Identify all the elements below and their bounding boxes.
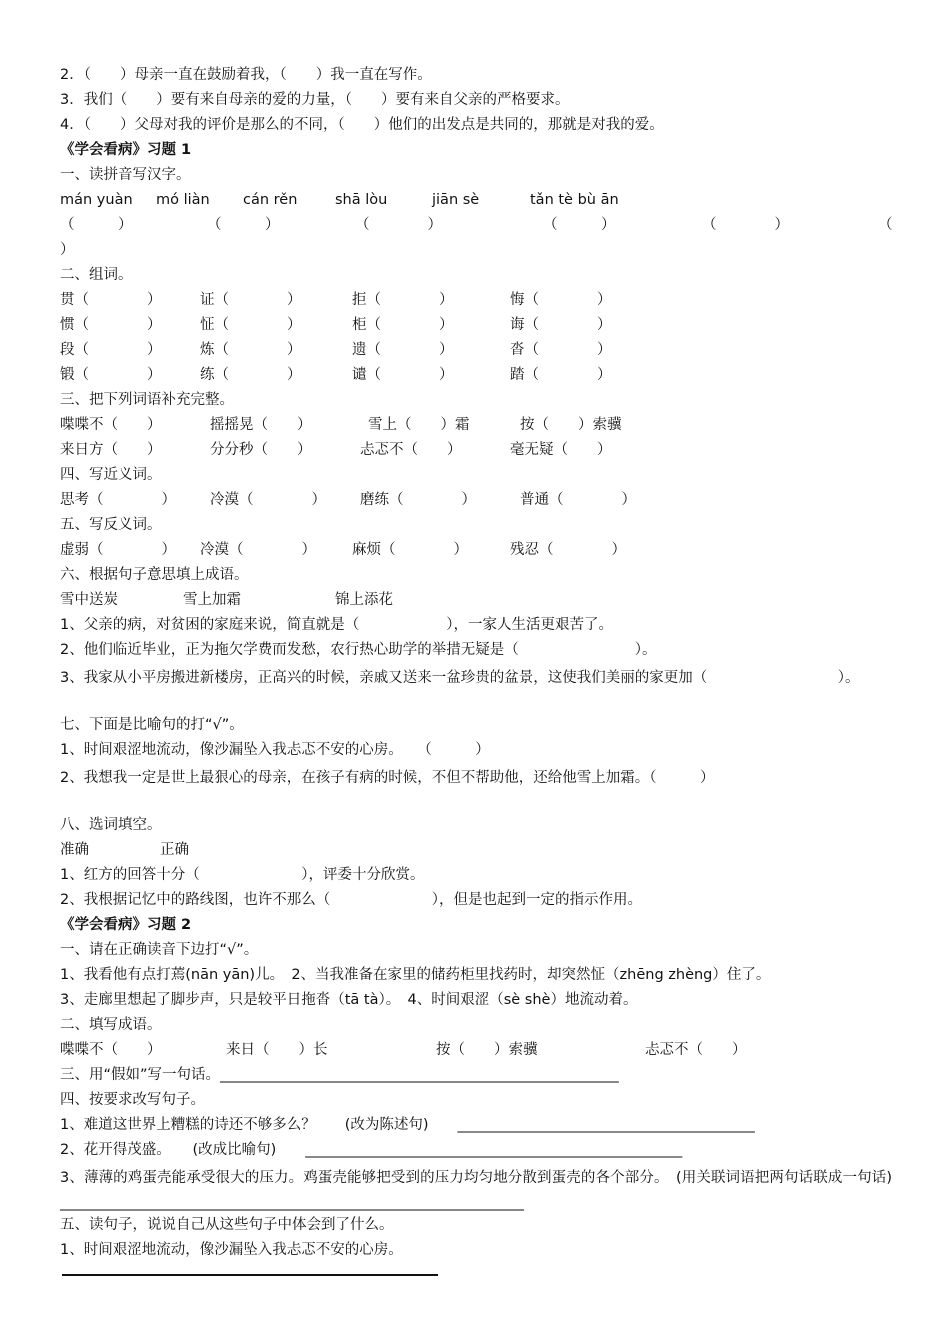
synonym-item: 思考（ ） (60, 492, 176, 508)
idiom-fill-item: 按（ ）索骥 (436, 1042, 538, 1058)
idiom-option: 雪中送炭 (60, 592, 118, 608)
idiom-item: 毫无疑（ ） (510, 442, 612, 458)
answer-bracket-6: （ (878, 217, 893, 233)
antonym-item: 麻烦（ ） (352, 542, 468, 558)
s6-question-1: 1、父亲的病，对贫困的家庭来说，简直就是（ ），一家人生活更艰苦了。 (60, 617, 613, 633)
word-group-item: 段（ ） (60, 342, 162, 358)
ex2-s5-heading: 五、读句子，说说自己从这些句子中体会到了什么。 (60, 1217, 394, 1233)
ex2-s1-heading: 一、请在正确读音下边打“√”。 (60, 942, 259, 958)
synonym-item: 磨练（ ） (360, 492, 476, 508)
pinyin-4: shā lòu (335, 192, 388, 208)
answer-bracket-2: （ ） (207, 217, 280, 233)
intro-line-2: 2．（ ）母亲一直在鼓励着我，（ ）我一直在写作。 (60, 67, 432, 83)
pinyin-1: mán yuàn (60, 192, 133, 208)
idiom-fill-item: 来日（ ）长 (226, 1042, 328, 1058)
s1-heading: 一、读拼音写汉字。 (60, 167, 191, 183)
pinyin-2: mó liàn (156, 192, 210, 208)
ex2-s4-question-2: 2、花开得茂盛。 (改成比喻句) ____________________________________________________ (60, 1142, 683, 1158)
s6-question-2: 2、他们临近毕业，正为拖欠学费而发愁，农行热心助学的举措无疑是（ ）。 (60, 642, 657, 658)
s7-heading: 七、下面是比喻句的打“√”。 (60, 717, 244, 733)
pinyin-6: tǎn tè bù ān (530, 192, 619, 208)
answer-bracket-6-close: ） (60, 242, 75, 258)
word-group-item: 沓（ ） (510, 342, 612, 358)
antonym-item: 残忍（ ） (510, 542, 626, 558)
ex2-s5-question-1: 1、时间艰涩地流动，像沙漏坠入我忐忑不安的心房。 (60, 1242, 403, 1258)
word-group-item: 谴（ ） (352, 367, 454, 383)
idiom-item: 分分秒（ ） (210, 442, 312, 458)
ex2-s3-line: 三、用“假如”写一句话。_______________________________________________________ (60, 1067, 619, 1083)
idiom-fill-item: 喋喋不（ ） (60, 1042, 162, 1058)
s8-question-2: 2、我根据记忆中的路线图，也许不那么（ ），但是也起到一定的指示作用。 (60, 892, 642, 908)
word-group-item: 柜（ ） (352, 317, 454, 333)
intro-line-4: 4．（ ）父母对我的评价是那么的不同，（ ）他们的出发点是共同的，那就是对我的爱。 (60, 117, 664, 133)
antonym-item: 虚弱（ ） (60, 542, 176, 558)
exercise-1-title: 《学会看病》习题 1 (60, 142, 192, 158)
pinyin-3: cán rěn (243, 192, 298, 208)
word-group-item: 遗（ ） (352, 342, 454, 358)
answer-bracket-4: （ ） (543, 217, 616, 233)
ex2-s4-question-3: 3、薄薄的鸡蛋壳能承受很大的压力。鸡蛋壳能够把受到的压力均匀地分散到蛋壳的各个部分。 (用关联词语把两句话联成一句话) ________________________________________________________________ (60, 1170, 921, 1211)
s5-heading: 五、写反义词。 (60, 517, 162, 533)
idiom-item: 喋喋不（ ） (60, 417, 162, 433)
word-group-item: 惯（ ） (60, 317, 162, 333)
answer-underline (62, 1274, 438, 1276)
idiom-item: 按（ ）索骥 (520, 417, 622, 433)
s7-question-1: 1、时间艰涩地流动，像沙漏坠入我忐忑不安的心房。 （ ） (60, 742, 490, 758)
intro-line-3: 3．我们（ ）要有来自母亲的爱的力量，（ ）要有来自父亲的严格要求。 (60, 92, 570, 108)
s2-heading: 二、组词。 (60, 267, 133, 283)
word-group-item: 拒（ ） (352, 292, 454, 308)
s3-heading: 三、把下列词语补充完整。 (60, 392, 234, 408)
word-option: 准确 (60, 842, 89, 858)
word-group-item: 锻（ ） (60, 367, 162, 383)
s6-question-3: 3、我家从小平房搬进新楼房，正高兴的时候，亲戚又送来一盆珍贵的盆景，这使我们美丽的家更加（ ）。 (60, 670, 860, 686)
word-group-item: 炼（ ） (200, 342, 302, 358)
answer-bracket-5: （ ） (702, 217, 789, 233)
word-option: 正确 (160, 842, 189, 858)
idiom-item: 摇摇晃（ ） (210, 417, 312, 433)
antonym-item: 冷漠（ ） (200, 542, 316, 558)
word-group-item: 诲（ ） (510, 317, 612, 333)
idiom-option: 雪上加霜 (183, 592, 241, 608)
idiom-fill-item: 忐忑不（ ） (645, 1042, 747, 1058)
word-group-item: 踏（ ） (510, 367, 612, 383)
s7-question-2: 2、我想我一定是世上最狠心的母亲，在孩子有病的时候，不但不帮助他，还给他雪上加霜。（ ） (60, 770, 715, 786)
ex2-s4-question-1: 1、难道这世界上糟糕的诗还不够多么？ (改为陈述句) _________________________________________ (60, 1117, 755, 1133)
s4-heading: 四、写近义词。 (60, 467, 162, 483)
ex2-s1-question-1: 1、我看他有点打蔫(nān yān)儿。 2、当我准备在家里的储药柜里找药时，却突然怔（zhēng zhèng）住了。 (60, 967, 771, 983)
answer-bracket-1: （ ） (60, 217, 133, 233)
word-group-item: 悔（ ） (510, 292, 612, 308)
idiom-item: 来日方（ ） (60, 442, 162, 458)
pinyin-5: jiān sè (432, 192, 480, 208)
synonym-item: 普通（ ） (520, 492, 636, 508)
ex2-s1-question-2: 3、走廊里想起了脚步声，只是较平日拖沓（tā tà）。 4、时间艰涩（sè shè）地流动着。 (60, 992, 638, 1008)
ex2-s4-heading: 四、按要求改写句子。 (60, 1092, 205, 1108)
s8-question-1: 1、红方的回答十分（ ），评委十分欣赏。 (60, 867, 425, 883)
ex2-s2-heading: 二、填写成语。 (60, 1017, 162, 1033)
word-group-item: 怔（ ） (200, 317, 302, 333)
word-group-item: 练（ ） (200, 367, 302, 383)
answer-bracket-3: （ ） (355, 217, 442, 233)
idiom-item: 雪上（ ）霜 (368, 417, 470, 433)
idiom-option: 锦上添花 (335, 592, 393, 608)
s8-heading: 八、选词填空。 (60, 817, 162, 833)
word-group-item: 证（ ） (200, 292, 302, 308)
s6-heading: 六、根据句子意思填上成语。 (60, 567, 249, 583)
idiom-item: 忐忑不（ ） (360, 442, 462, 458)
word-group-item: 贯（ ） (60, 292, 162, 308)
synonym-item: 冷漠（ ） (210, 492, 326, 508)
exercise-2-title: 《学会看病》习题 2 (60, 917, 192, 933)
